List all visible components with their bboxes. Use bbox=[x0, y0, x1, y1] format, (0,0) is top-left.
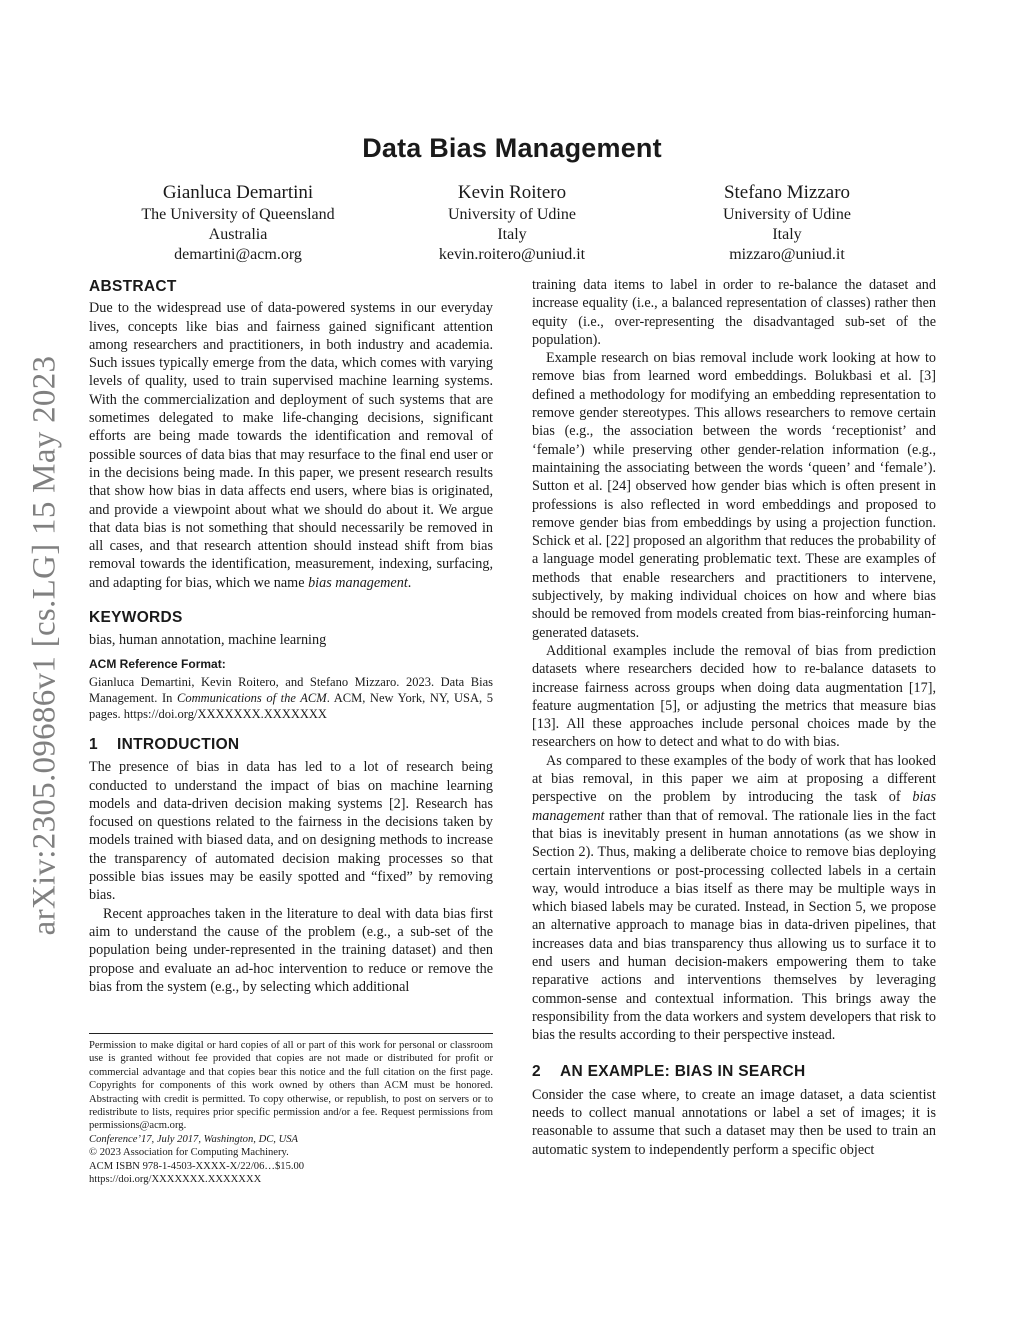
section-1-number: 1 bbox=[89, 735, 98, 753]
author-email: mizzaro@uniud.it bbox=[729, 246, 845, 263]
author-email: demartini@acm.org bbox=[174, 246, 302, 263]
keywords-text: bias, human annotation, machine learning bbox=[89, 632, 327, 649]
acm-reference-venue: Communications of the ACM bbox=[177, 690, 327, 705]
author-block-3 bbox=[627, 182, 947, 265]
intro-paragraph-2: Recent approaches taken in the literature to deal with data bias first aim to understand the cause of the problem (e.g., a sub-set of the population being under-represented in the training dataset) and then propose and evaluate an ad-hoc intervention to reduce or remove the bias from the system (e.g., by selecting which additional bbox=[89, 905, 493, 995]
author-block-1 bbox=[78, 182, 398, 265]
continued-paragraph: training data items to label in order to re-balance the dataset and increase equality (i.e., a balanced representation of classes) rather then equity (i.e., over-representing the disadvantaged sub-set of the population). bbox=[532, 277, 936, 348]
permission-notice: Permission to make digital or hard copies of all or part of this work for personal or classroom use is granted without fee provided that copies are not made or distributed for profit or commercial advantage and that copies bear this notice and the full citation on the first page. Copyrights for components of this work owned by others than ACM must be honored. Abstracting with credit is permitted. To copy otherwise, or republish, to post on servers or to redistribute to lists, requires prior specific permission and/or a fee. Request permissions from permissions@acm.org. bbox=[89, 1040, 493, 1132]
additional-examples-paragraph: Additional examples include the removal of bias from prediction datasets where researchers decided how to re-balance datasets to increase fairness across groups when doing data augmentation [17], feature augmentation [5], or adjusting the metrics that measure bias [13]. All these approaches include personal choices made by the researchers on how to detect and what to do with bias. bbox=[532, 642, 936, 751]
section-2-paragraph-1: Consider the case where, to create an image dataset, a data scientist needs to collect manual annotations or label a set of images; it is reasonable to assume that such a dataset may then be used to train an automatic system to independently perform a specific object bbox=[532, 1086, 936, 1158]
copyright-footnote bbox=[89, 1033, 493, 1186]
right-column bbox=[532, 276, 936, 1159]
acm-reference-text: Gianluca Demartini, Kevin Roitero, and Stefano Mizzaro. 2023. Data Bias Management. In Communications of the ACM. ACM, New York, NY, USA, 5 pages. https://doi.org/XXXXXXX.XXXXXXX bbox=[89, 674, 493, 721]
author-block-2 bbox=[352, 182, 672, 265]
author-affiliation: The University of Queensland bbox=[141, 206, 335, 223]
copyright-line: © 2023 Association for Computing Machinery. bbox=[89, 1147, 289, 1159]
section-1-heading: 1 INTRODUCTION bbox=[89, 735, 240, 753]
section-2-heading: 2 AN EXAMPLE: BIAS IN SEARCH bbox=[532, 1063, 806, 1081]
abstract-heading: ABSTRACT bbox=[89, 278, 177, 295]
intro-paragraph-1: The presence of bias in data has led to a lot of research being conducted to understand the impact of bias on machine learning models and data-driven decision making systems [2]. Research has focused on questions related to the fairness in the decisions taken by models trained with biased data, and on designing methods to increase the transparency of automated decision making processes so that possible bias issues may be easily spotted and “fixed” by removing bias. bbox=[89, 759, 493, 904]
keywords-heading: KEYWORDS bbox=[89, 609, 183, 627]
examples-paragraph: Example research on bias removal include work looking at how to remove bias from learned word embeddings. Bolukbasi et al. [3] defined a methodology for modifying an embedding representation to remove gender stereotypes. This allows researchers to remove certain bias (e.g., the association between the words ‘receptionist’ and ‘female’) while preserving other gender-relation information (e.g., maintaining the associating between the words ‘queen’ and ‘female’). Sutton et al. [24] observed how gender bias which is often present in professions is also reflected in word embeddings and proposed to remove gender bias from embeddings by using a projection function. Schick et al. [22] proposed an algorithm that reduces the probability of a language model generating problematic text. These are examples of methods that enable researchers and practitioners to intervene, subjectively, by making individual choices on how and where bias should be removed from models created from bias-reinforcing human-generated datasets. bbox=[532, 350, 936, 641]
author-affiliation: University of Udine bbox=[448, 206, 576, 223]
arxiv-identifier-text: arXiv:2305.09686v1 [cs.LG] 15 May 2023 bbox=[26, 355, 63, 935]
bias-management-emphasis: bias management bbox=[532, 789, 936, 824]
author-country: Italy bbox=[772, 226, 802, 243]
doi-line: https://doi.org/XXXXXXX.XXXXXXX bbox=[89, 1174, 262, 1186]
abstract-text: Due to the widespread use of data-powered systems in our everyday lives, concepts like bias and fairness gained significant attention among researchers and practitioners, in both industry and academia. Such issues typically emerge from the data, which comes with varying levels of quality, used to train supervised machine learning systems. With the commercialization and deployment of such systems that are sometimes delegated to make life-changing decisions, significant efforts are being made towards the identification and removal of possible sources of data bias that may resurface to the final end user or in the decisions being made. In this paper, we present research results that show how bias in data affects end users, where bias is originated, and provide a viewpoint about what we should do about it. We argue that data bias is not something that should necessarily be removed in all cases, and that research attention should instead shift from bias removal towards the identification, measurement, indexing, surfacing, and adapting for bias, which we name bias management. bbox=[89, 300, 493, 591]
arxiv-identifier-stamp bbox=[20, 345, 70, 945]
author-email: kevin.roitero@uniud.it bbox=[438, 246, 586, 263]
conference-info: Conference’17, July 2017, Washington, DC, USA bbox=[89, 1133, 299, 1145]
author-name: Gianluca Demartini bbox=[162, 182, 314, 203]
section-2-number: 2 bbox=[532, 1063, 541, 1081]
acm-reference-heading: ACM Reference Format: bbox=[89, 656, 226, 671]
author-name: Kevin Roitero bbox=[457, 182, 567, 203]
bias-management-paragraph: As compared to these examples of the body of work that has looked at bias removal, in this paper we aim at proposing a different perspective on the problem by introducing the task of bias management rather than that of removal. The rationale lies in the fact that bias is inevitably present in human annotations (as we show in Section 2). Thus, making a deliberate choice to remove bias deploying certain interventions or post-processing collected labels in a certain way, would introduce a bias itself as there may be multiple ways in which biased labels may be curated. Instead, in Section 5, we propose an alternative approach to manage bias in data-driven pipelines, that increases data and bias transparency thus allowing us to surface it to end users and human decision-makers empowering them to take reparative actions and interventions themselves by leveraging common-sense and contextual information. This brings away the responsibility from the data workers and system developers that risk to bias the results according to their perspective instead. bbox=[532, 752, 936, 1044]
author-country: Australia bbox=[208, 226, 268, 243]
author-affiliation: University of Udine bbox=[723, 206, 851, 223]
isbn-line: ACM ISBN 978-1-4503-XXXX-X/22/06…$15.00 bbox=[89, 1160, 305, 1172]
left-column bbox=[89, 276, 493, 996]
author-country: Italy bbox=[497, 226, 527, 243]
paper-title: Data Bias Management bbox=[362, 133, 662, 163]
abstract-emphasis: bias management bbox=[308, 574, 408, 591]
author-name: Stefano Mizzaro bbox=[723, 182, 851, 203]
